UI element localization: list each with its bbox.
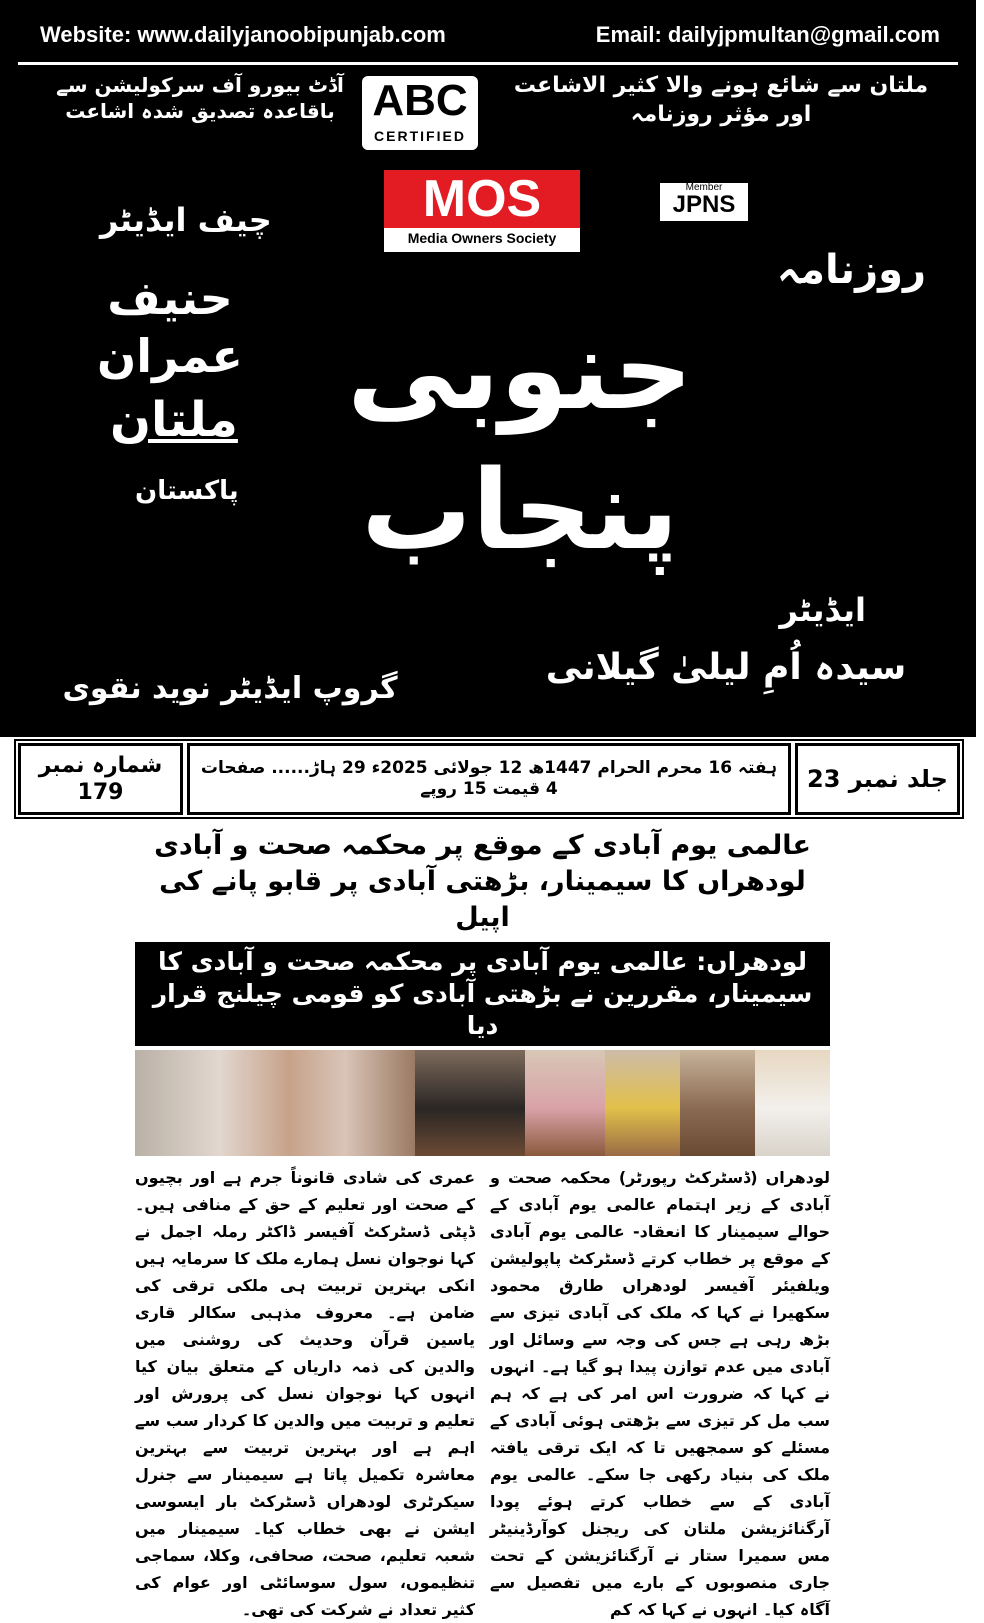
article-line: سرمایہ ہیں انکی بہترین تربیت ہی ملکی ترقی کی ضامن [135, 1249, 475, 1322]
country: پاکستان [135, 476, 239, 506]
article-line: بھی خطاب کیا۔ سیمینار میں شعبہ تعلیم، صحت، [135, 1519, 475, 1565]
article-line: جا سکے۔ عالمی یوم آبادی کے سے خطاب کرتے ہوئے [490, 1465, 830, 1511]
group-editor: گروپ ایڈیٹر نوید نقوی [62, 671, 398, 706]
article-line: ہے جس کی وجہ سے وسائل اور آبادی میں عدم توازن [490, 1330, 830, 1376]
article-line: تعلیم کے حق کے منافی ہیں۔ ڈپٹی ڈسٹرکٹ آفیسر [135, 1195, 475, 1241]
tagline-left: آڈٹ بیورو آف سرکولیشن سے باقاعدہ تصدیق شدہ اشاعت [56, 73, 344, 123]
article-line: کثیر تعداد نے شرکت کی تھی۔ [241, 1600, 475, 1619]
article-line: صحافی، وکلا، سماجی تنظیموں، سول سوسائٹی اور عوام کی [135, 1546, 475, 1592]
article-line: ڈسٹرکٹ پاپولیشن ویلفیئر آفیسر لودھراں طارق محمود [490, 1249, 830, 1295]
abc-certified-logo: ABC CERTIFIED [362, 76, 478, 150]
article-line: ہے کہ ہم سب مل کر تیزی سے بڑھتی ہوئی آبادی [490, 1384, 831, 1430]
issue-number: شمارہ نمبر 179 [18, 743, 183, 815]
article-line: انعقاد- عالمی یوم آبادی کے موقع پر خطاب کرتے [490, 1222, 830, 1268]
article-line: پودا آرگنائزیشن ملتان کی ریجنل کوآرڈینیٹر مس سمیرا [490, 1492, 830, 1565]
editor-label: ایڈیٹر [779, 591, 866, 629]
article-line: سکھیرا نے کہا کہ ملک کی آبادی تیزی سے بڑھ رہی [490, 1303, 831, 1349]
article-column-left [135, 1164, 475, 1623]
article-line: میں والدین کا کردار سب سے اہم ہے اور بہترین [135, 1411, 475, 1457]
article-line: ستار نے آرگنائزیشن کے تحت جاری منصوبوں کے [490, 1546, 830, 1592]
article-line: ڈاکٹر رملہ اجمل نے کہا نوجوان نسل ہمارے ملک کا [135, 1222, 475, 1268]
article-line: بارے میں تفصیل سے آگاہ کیا۔ انہوں نے کہا کہ کم [490, 1573, 830, 1619]
article-column-right [490, 1164, 830, 1623]
chief-editor-name: حنیف عمران [97, 271, 243, 383]
tagline-right: ملتان سے شائع ہونے والا کثیر الاشاعت اور مؤثر روزنامہ [513, 73, 929, 127]
editor-name: سیدہ اُمِ لیلیٰ گیلانی [545, 647, 907, 688]
divider [18, 62, 958, 65]
date-bar [14, 739, 964, 819]
article-subheadline: لودھراں: عالمی یوم آبادی پر محکمہ صحت و آبادی کا سیمینار، مقررین نے بڑھتی آبادی کو قومی چیلنج قرار دیا [135, 942, 830, 1046]
jpns-logo: Member JPNS [660, 183, 748, 221]
article-line: پیدا ہو گیا ہے۔ انہوں نے کہا کہ ضرورت اس امر کی [490, 1357, 831, 1403]
publication-date: ہفتہ 16 محرم الحرام 1447ھ 12 جولائی 2025ء 29 ہاڑ...... صفحات 4 قیمت 15 روپے [187, 743, 791, 815]
article-line: لودھراں (ڈسٹرکٹ رپورٹر) محکمہ صحت و آبادی [490, 1168, 830, 1214]
article-line: کے زیر اہتمام عالمی یوم آبادی کے حوالے سیمینار کا [490, 1195, 831, 1241]
article-line: ہے۔ معروف مذہبی سکالر قاری یاسین قرآن وحدیث [135, 1303, 475, 1349]
email-link[interactable]: Email: dailyjpmultan@gmail.com [595, 22, 940, 47]
seminar-photo [135, 1050, 830, 1156]
article-headline: عالمی یوم آبادی کے موقع پر محکمہ صحت و آبادی لودھراں کا سیمینار، بڑھتی آبادی پر قابو پانے کی اپیل [154, 830, 811, 933]
chief-editor-label: چیف ایڈیٹر [100, 201, 272, 239]
article-line: کی روشنی میں والدین کی ذمہ داریاں کے متعلق بیان [135, 1330, 475, 1376]
article [135, 828, 830, 1623]
city: ملتان [110, 392, 238, 448]
article-line: کے مسئلے کو سمجھیں تا کہ ایک ترقی یافتہ ملک کی بنیاد رکھی [490, 1411, 830, 1484]
article-line: کیا انہوں کہا نوجوان نسل کی پرورش اور تعلیم و تربیت [135, 1357, 476, 1430]
article-line: تربیت سے بہترین معاشرہ تکمیل پاتا ہے سیمینار سے [135, 1438, 475, 1484]
article-line: عمری کی شادی قانوناً جرم ہے اور بچیوں کے صحت اور [135, 1168, 475, 1214]
article-line: جنرل سیکرٹری لودھراں ڈسٹرکٹ بار ایسوسی ایشن نے [135, 1465, 475, 1538]
roznama-label: روزنامہ [776, 247, 926, 293]
newspaper-title-logo: جنوبی پنجاب [347, 306, 693, 574]
masthead [0, 0, 984, 737]
website-link[interactable]: Website: www.dailyjanoobipunjab.com [40, 22, 446, 47]
mos-logo: MOS Media Owners Society [384, 170, 580, 252]
volume-number: جلد نمبر 23 [795, 743, 960, 815]
